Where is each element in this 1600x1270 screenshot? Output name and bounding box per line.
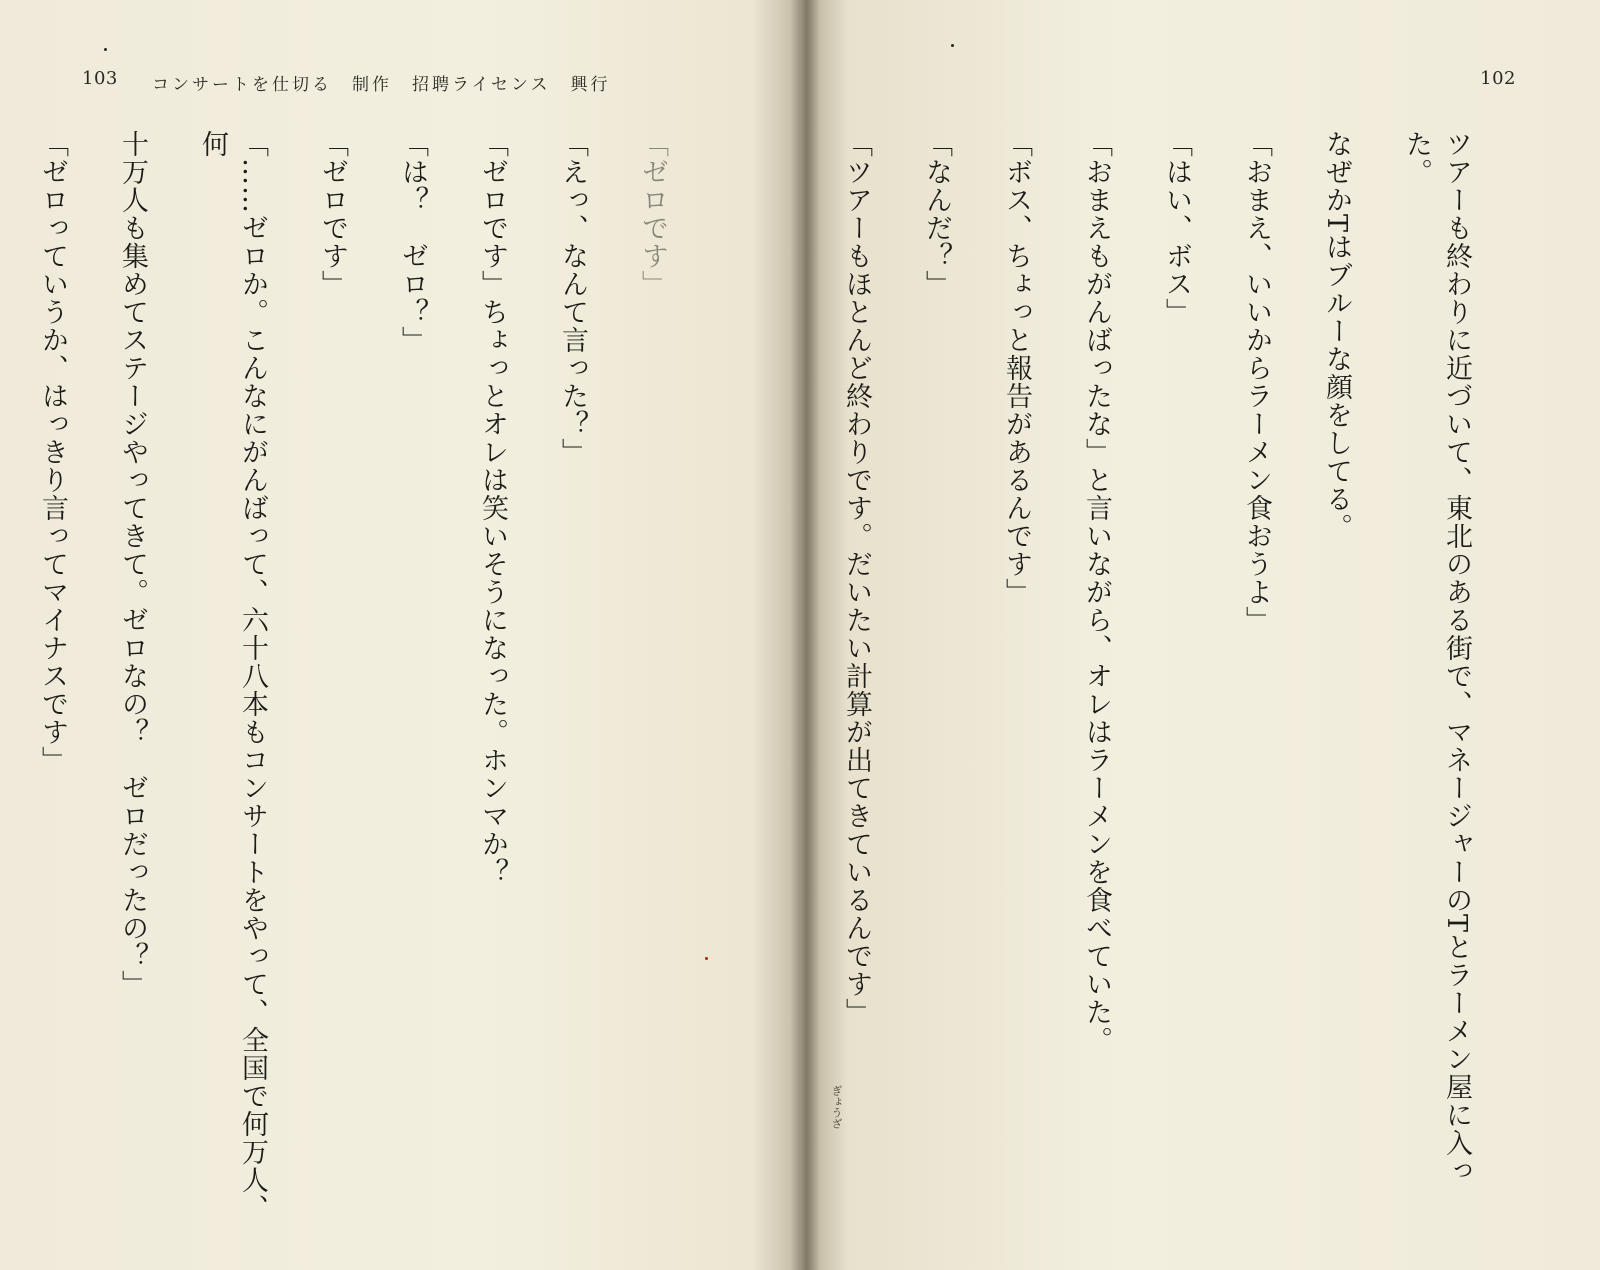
- text-line: なぜかTはブルーな顔をしてる。: [1321, 130, 1352, 542]
- text-line: 「なんだ？」: [921, 130, 952, 298]
- text-line: 「ゼロです」: [317, 130, 348, 298]
- text-line: 「はい、ボス」: [1161, 130, 1192, 326]
- text-line: 「おまえもがんばったな」と言いながら、オレはラーメンを食べていた。: [1081, 130, 1112, 1054]
- ruby-annotation: ぎょうざ: [830, 1085, 843, 1129]
- right-page-text: [816, 130, 1516, 1230]
- text-line: 十万人も集めてステージやってきて。ゼロなの？ ゼロだったの？」: [117, 130, 148, 998]
- right-page: [800, 0, 1600, 1270]
- paper-speck: [705, 957, 708, 960]
- text-line: 「えっ、なんて言った？」: [557, 130, 588, 466]
- text-line: 「ゼロです」ちょっとオレは笑いそうになった。ホンマか？: [477, 130, 508, 886]
- paper-speck: [951, 44, 954, 47]
- text-line: 「は？ ゼロ？」: [397, 130, 428, 354]
- text-line: 「……ゼロか。こんなにがんばって、六十八本もコンサートをやって、全国で何万人、何: [197, 130, 268, 1222]
- text-line: ツアーも終わりに近づいて、東北のある街で、マネージャーのTとラーメン屋に入った。: [1401, 130, 1472, 1186]
- page-number-left: 103: [82, 68, 118, 89]
- paper-speck: [104, 48, 107, 51]
- text-line: 「ゼロっていうか、はっきり言ってマイナスです」: [37, 130, 68, 774]
- text-line: 「ツアーもほとんど終わりです。だいたい計算が出てきているんです」: [841, 130, 872, 1026]
- text-line: 「おまえ、いいからラーメン食おうよ」: [1241, 130, 1272, 634]
- text-line: 「ボス、ちょっと報告があるんです」: [1001, 130, 1032, 606]
- left-page-text: [0, 130, 712, 1230]
- text-line: 「ゼロです」: [637, 130, 668, 298]
- page-number-right: 102: [1480, 68, 1516, 89]
- running-head: コンサートを仕切る 制作 招聘ライセンス 興行: [152, 75, 611, 95]
